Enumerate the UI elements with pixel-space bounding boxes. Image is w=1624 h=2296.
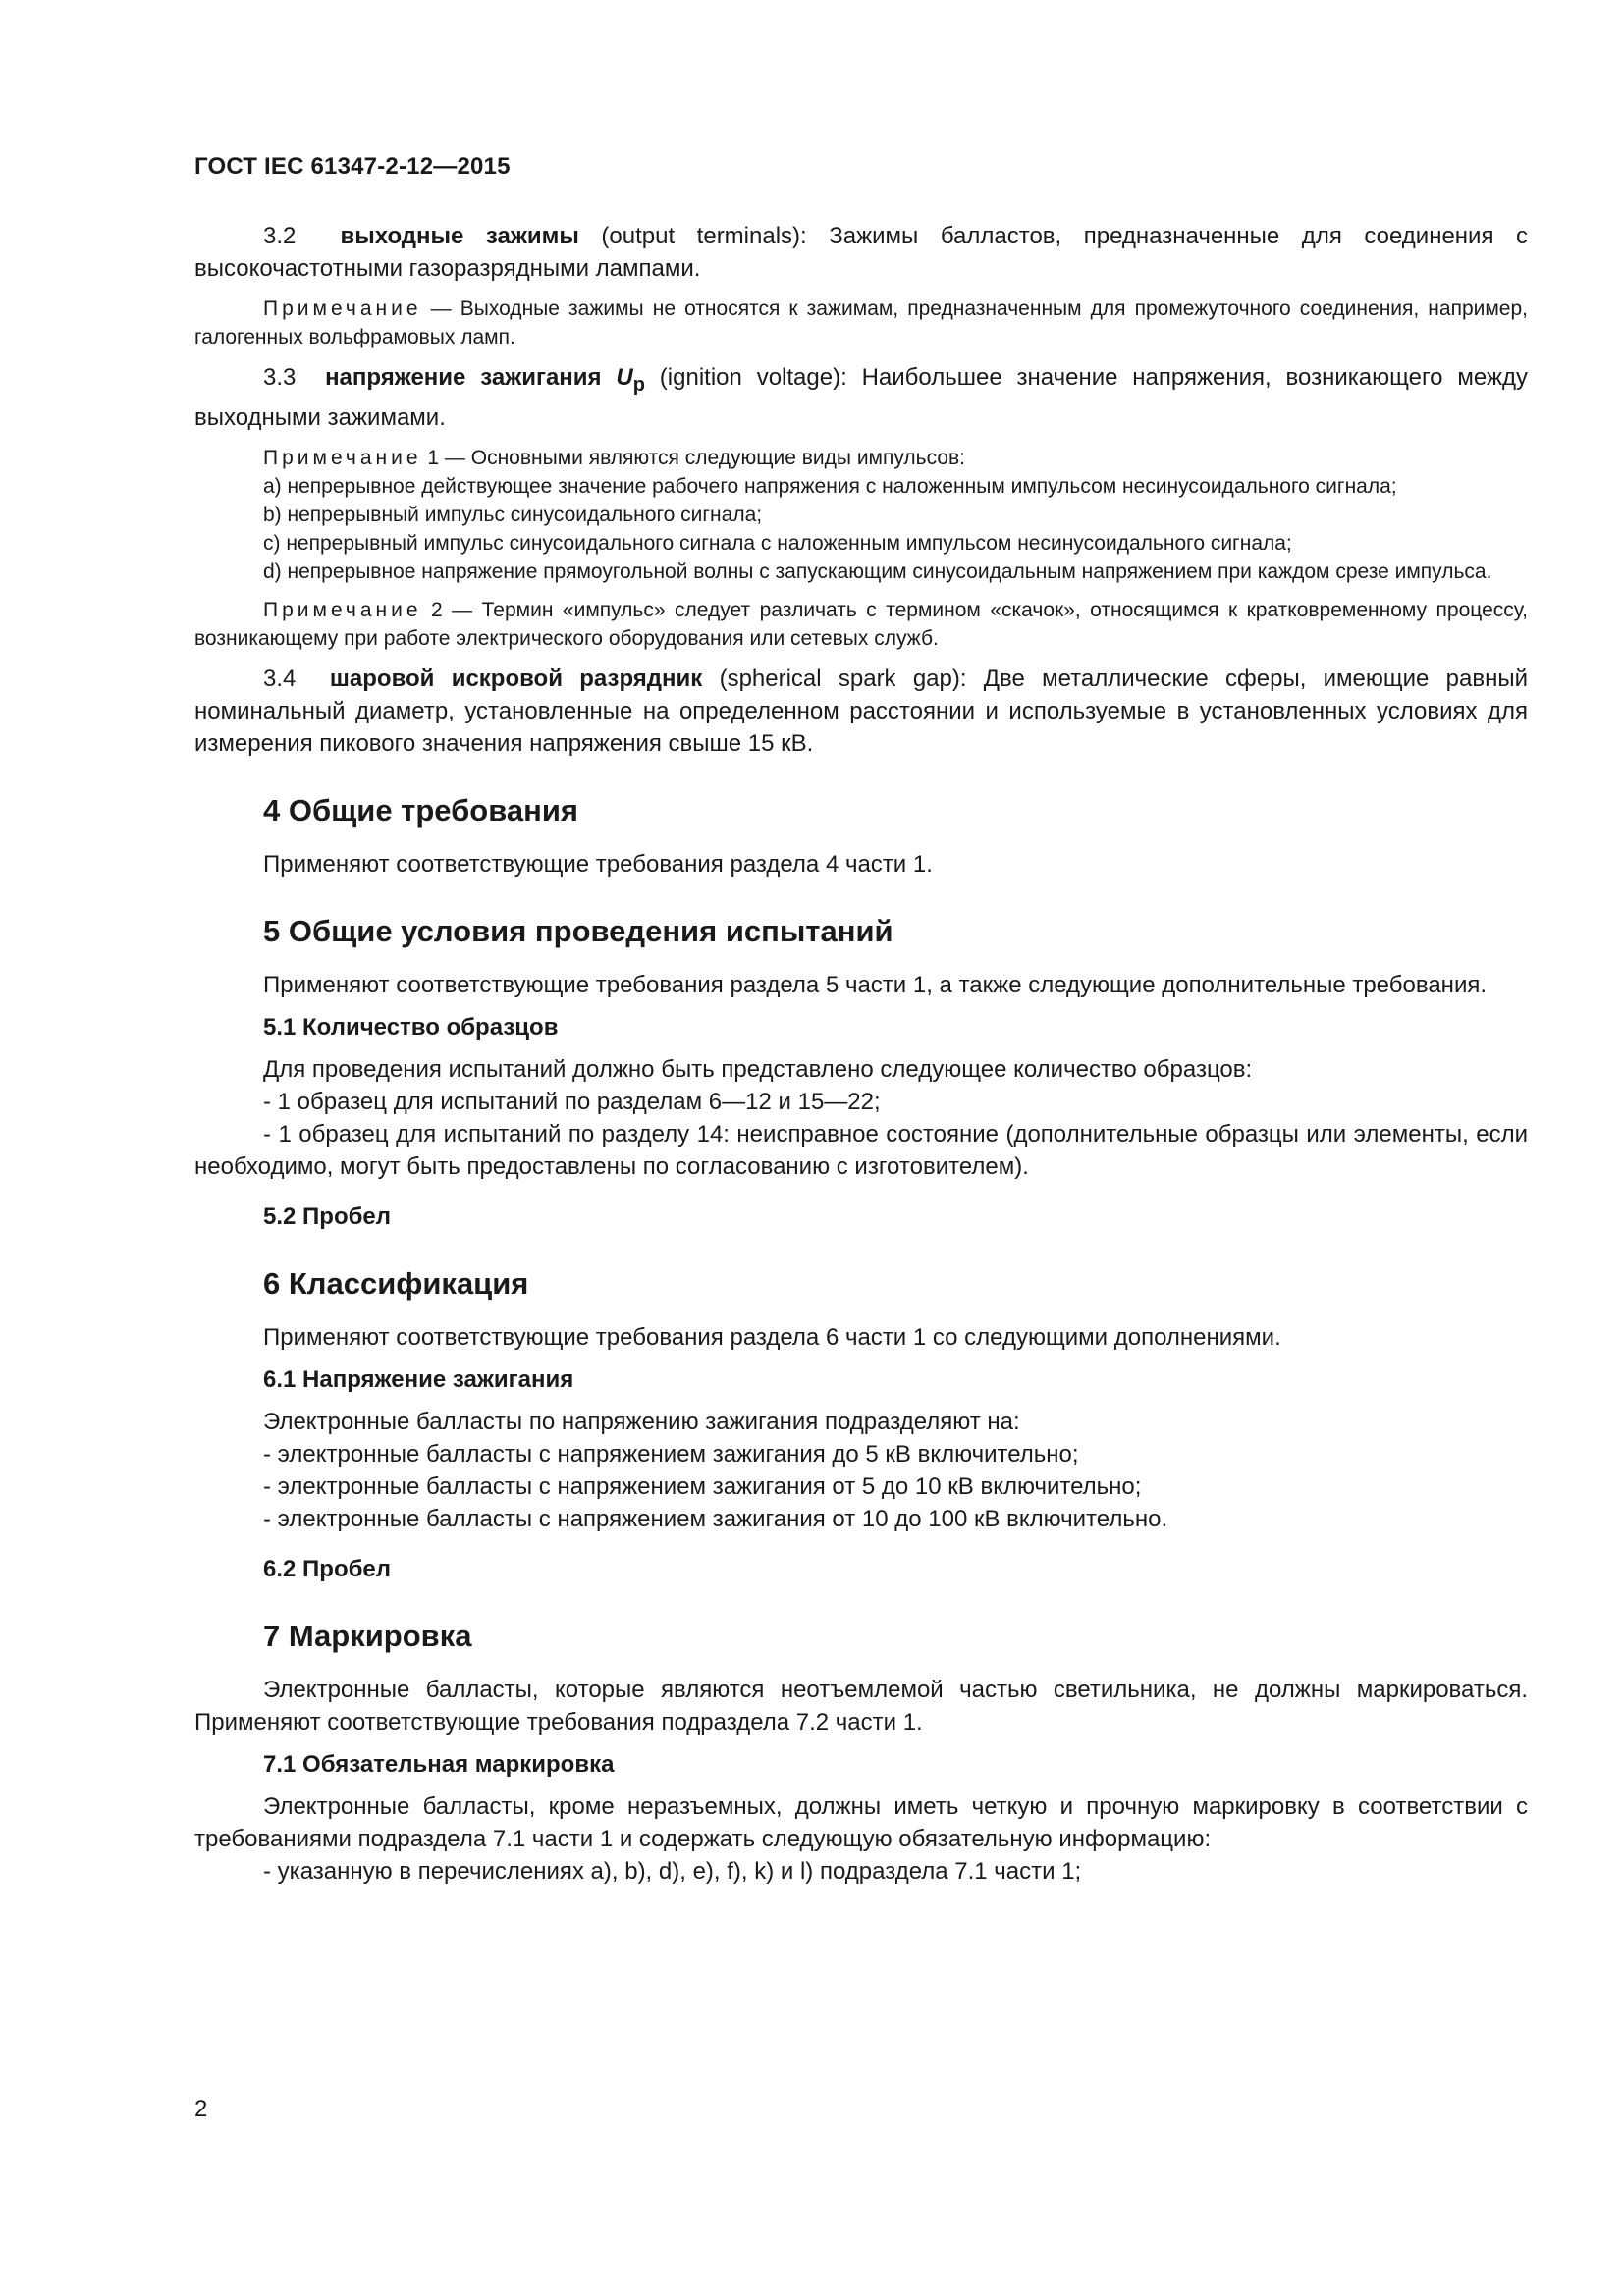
clause-number: 3.2 <box>263 223 297 249</box>
subsection-6-1-text: Электронные балласты по напряжению зажигания подразделяют на: <box>263 1408 1020 1435</box>
note-list-item: b) непрерывный импульс синусоидального сигнала; <box>263 503 763 526</box>
note-list-item: a) непрерывное действующее значение рабочего напряжения с наложенным импульсом несинусоидального сигнала; <box>263 474 1397 498</box>
subsection-6-2-heading: 6.2 Пробел <box>263 1555 392 1582</box>
section-6-heading: 6 Классификация <box>263 1265 529 1301</box>
list-item: - электронные балласты с напряжением зажигания от 10 до 100 кВ включительно. <box>263 1505 1168 1532</box>
definition-3-2 <box>194 220 1528 285</box>
list-item: - электронные балласты с напряжением зажигания от 5 до 10 кВ включительно; <box>263 1472 1142 1500</box>
list-item: - электронные балласты с напряжением зажигания до 5 кВ включительно; <box>263 1440 1079 1468</box>
page-content <box>194 220 1528 1888</box>
defined-term: выходные зажимы <box>340 223 579 249</box>
note-list-item: c) непрерывный импульс синусоидального сигнала с наложенным импульсом несинусоидального сигнала; <box>263 531 1292 555</box>
clause-number: 3.4 <box>263 665 297 692</box>
section-7-text: Электронные балласты, которые являются неотъемлемой частью светильника, не должны маркироваться. Применяют соответствующие требования подраздела 7.2 части 1. <box>194 1676 1528 1735</box>
definition-text: (ignition voltage): Наибольшее значение напряжения, возникающего между выходными зажимами. <box>194 364 1529 431</box>
list-item: - 1 образец для испытаний по разделам 6—12 и 15—22; <box>263 1088 881 1115</box>
defined-term: напряжение зажигания <box>325 364 602 391</box>
section-4-text: Применяют соответствующие требования раздела 4 части 1. <box>263 850 933 878</box>
subsection-5-1-heading: 5.1 Количество образцов <box>263 1013 559 1041</box>
subsection-6-1-heading: 6.1 Напряжение зажигания <box>263 1365 574 1393</box>
clause-number: 3.3 <box>263 364 297 391</box>
note-text: 1 — Основными являются следующие виды импульсов: <box>421 446 965 469</box>
section-7-heading: 7 Маркировка <box>263 1618 472 1653</box>
note-3-3-1 <box>194 444 1528 472</box>
note-text: — Выходные зажимы не относятся к зажимам, предназначенным для промежуточного соединения, например, галогенных вольфрамовых ламп. <box>194 297 1528 348</box>
subsection-5-2-heading: 5.2 Пробел <box>263 1202 392 1230</box>
voltage-symbol: U <box>616 364 633 391</box>
note-3-3-2 <box>194 596 1528 653</box>
subsection-5-1-text: Для проведения испытаний должно быть представлено следующее количество образцов: <box>263 1055 1253 1083</box>
note-text: 2 — Термин «импульс» следует различать с термином «скачок», относящимся к кратковременному процессу, возникающему при работе электрического оборудования или сетевых служб. <box>194 598 1528 650</box>
definition-3-4 <box>194 663 1528 760</box>
definition-text: (output terminals): Зажимы балластов, предназначенные для соединения с высокочастотными газоразрядными лампами. <box>194 223 1528 282</box>
section-6-text: Применяют соответствующие требования раздела 6 части 1 со следующими дополнениями. <box>263 1323 1281 1351</box>
section-5-text: Применяют соответствующие требования раздела 5 части 1, а также следующие дополнительные требования. <box>263 971 1488 998</box>
note-3-2 <box>194 294 1528 351</box>
page-number: 2 <box>194 2096 208 2122</box>
subsection-7-1-heading: 7.1 Обязательная маркировка <box>263 1750 615 1778</box>
note-label: Примечание <box>263 598 422 621</box>
subsection-7-1-text: Электронные балласты, кроме неразъемных, должны иметь четкую и прочную маркировку в соответствии с требованиями подраздела 7.1 части 1 и содержать следующую обязательную информацию: <box>194 1792 1528 1852</box>
section-5-heading: 5 Общие условия проведения испытаний <box>263 913 893 948</box>
note-label: Примечание <box>263 297 422 320</box>
definition-text: (spherical spark gap): Две металлические сферы, имеющие равный номинальный диаметр, установленные на определенном расстоянии и используемые в установленных условиях для измерения пикового значения напряжения свыше 15 кВ. <box>194 665 1529 757</box>
definition-3-3 <box>194 361 1528 434</box>
list-item: - указанную в перечислениях a), b), d), e), f), k) и l) подраздела 7.1 части 1; <box>263 1857 1082 1885</box>
defined-term: шаровой искровой разрядник <box>329 665 703 692</box>
list-item: - 1 образец для испытаний по разделу 14: неисправное состояние (дополнительные образцы или элементы, если необходимо, могут быть предоставлены по согласованию с изготовителем). <box>194 1120 1528 1180</box>
note-label: Примечание <box>263 446 422 469</box>
voltage-symbol-subscript: p <box>632 373 645 396</box>
note-list-item: d) непрерывное напряжение прямоугольной волны с запускающим синусоидальным напряжением при каждом срезе импульса. <box>263 560 1492 583</box>
section-4-heading: 4 Общие требования <box>263 792 578 828</box>
document-header: ГОСТ IEC 61347-2-12—2015 <box>194 153 511 180</box>
